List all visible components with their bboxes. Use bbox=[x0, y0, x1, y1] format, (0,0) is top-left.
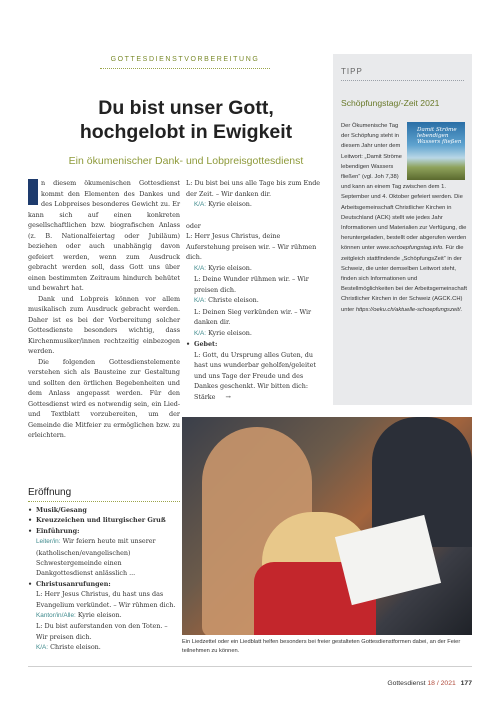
christus-response-1: Kantor/in/Alle: Kyrie eleison. bbox=[36, 611, 122, 620]
prayer-text: L: Gott, du Ursprung alles Guten, du hast uns wunderbar geholfen/geleitet und uns Tage der Freude und des Dankes geschenkt. Wir bitten dich: Stärke → bbox=[194, 350, 316, 401]
issue-number: 18 / 2021 bbox=[427, 680, 456, 687]
continue-arrow-icon: → bbox=[225, 392, 231, 401]
dropcap bbox=[28, 179, 38, 205]
link-oeku[interactable]: https://oeku.ch/aktuelle-schoepfungszeit/. bbox=[355, 306, 463, 313]
congregation-photo bbox=[182, 417, 472, 635]
magazine-name: Gottesdienst bbox=[387, 680, 426, 687]
section-kicker: GOTTESDIENSTVORBEREITUNG bbox=[110, 56, 260, 63]
intro-paragraph-2: Dank und Lobpreis können vor allem musikalisch zum Ausdruck gebracht werden. Daher ist es bei der Vorbereitung solcher Gottesdienste besonders wichtig, dass Kirchenmusiker/innen rechtzeitig einbezogen werden. bbox=[28, 294, 180, 355]
link-schoepfungstag[interactable]: www.schoepfungstag.info. bbox=[376, 245, 444, 252]
brochure-cover-text: Damit Ströme lebendigen Wassers fließen bbox=[417, 127, 462, 145]
oder-label: oder bbox=[186, 221, 201, 230]
response-4: K/A: Kyrie eleison. bbox=[194, 328, 252, 337]
page-footer bbox=[387, 680, 472, 687]
section-heading-eroeffnung: Eröffnung bbox=[28, 487, 72, 498]
einfuehrung-text: Leiter/in: Wir feiern heute mit unserer (katholischen/evangelischen) Schwestergemeinde einen Dankgottesdienst anlässlich ... bbox=[36, 537, 156, 578]
litany-line-3: L: Deine Wunder rühmen wir. – Wir preisen dich. bbox=[194, 275, 309, 294]
intro-paragraph-3: Die folgenden Gottesdienstelemente verstehen sich als Bausteine zur Gestaltung und sollten den örtlichen Begebenheiten und dem Anlass angepasst werden. Für den Gottesdienst wird es notwendig sein, ein Lied- und Textblatt vorzubereiten, um der Gemeinde die Mitfeier zu ermöglichen bzw. zu erleichtern. bbox=[28, 357, 180, 439]
footer-divider bbox=[28, 666, 472, 667]
intro-paragraph-1: n diesem ökumenischen Gottesdienst kommt den Elementen des Dankes und des Lobpreises besonderes Gewicht zu. Er kann sich auf einen konkreten gesellschaftlichen bzw. biografischen Anlass (z. B. Nationalfeiertag oder Jubiläum) beziehen oder auch unabhängig davon gefeiert werden, wenn zum Ausdruck gebracht werden soll, dass Gott uns über einen bestimmten Zeitraum hindurch behütet und bewahrt hat. bbox=[28, 179, 180, 292]
photo-caption: Ein Liedzettel oder ein Liedblatt helfen besonders bei freier gestalteten Gottesdienstformen dabei, an der Feier teilnehmen zu können. bbox=[182, 639, 461, 654]
tip-heading: TIPP bbox=[341, 67, 363, 76]
article-subhead: Ein ökumenischer Dank- und Lobpreisgottesdienst bbox=[68, 155, 304, 167]
list-item-christusanrufungen: • Christusanrufungen: bbox=[28, 579, 180, 589]
kicker-divider bbox=[100, 68, 270, 69]
tip-title: Schöpfungstag/-Zeit 2021 bbox=[341, 98, 440, 108]
page-number: 177 bbox=[460, 680, 472, 687]
list-item-musik: • Musik/Gesang bbox=[28, 505, 180, 515]
article-headline bbox=[40, 96, 332, 144]
section-divider bbox=[28, 501, 180, 502]
list-item-einfuehrung: • Einführung: bbox=[28, 526, 180, 536]
list-item-kreuzzeichen: • Kreuzzeichen und liturgischer Gruß bbox=[28, 515, 180, 525]
eroeffnung-list bbox=[28, 505, 180, 654]
christus-line-2: L: Du bist auferstanden von den Toten. – Wir preisen dich. bbox=[36, 622, 168, 641]
christus-response-2: K/A: Christe eleison. bbox=[36, 643, 101, 652]
litany-line-4: L: Deinen Sieg verkünden wir. – Wir danken dir. bbox=[194, 307, 312, 326]
tip-body: Damit Ströme lebendigen Wassers fließen Der Ökumenische Tag der Schöpfung steht in diesem Jahr unter dem Leitwort: „Damit Ströme lebendigen Wassers fließen“ (vgl. Joh 7,38) und kann an einem Tag zwischen dem 1. September und 4. Oktober gefeiert werden. Die Arbeitsgemeinschaft Christlicher Kirchen in Deutschland (ACK) stellt wie jedes Jahr Informationen und Materialien zur Verfügung, die heruntergeladen, bestellt oder abgerufen werden können unter www.schoepfungstag.info. Für die zeitgleich stattfindende „SchöpfungsZeit“ in der Schweiz, die unter demselben Leitwort steht, finden sich Informationen und Bestellmöglichkeiten bei der Arbeitsgemeinschaft Christlicher Kirchen in der Schweiz (AGCK.CH) unter https://oeku.ch/aktuelle-schoepfungszeit/. bbox=[341, 123, 467, 313]
liturgy-column bbox=[186, 178, 324, 402]
gebet-heading: • Gebet: bbox=[186, 339, 324, 350]
tip-divider bbox=[341, 80, 464, 81]
intro-column bbox=[28, 178, 180, 441]
response-1: K/A: Kyrie eleison. bbox=[194, 200, 252, 208]
christus-line-1: L: Herr Jesus Christus, du hast uns das Evangelium verkündet. – Wir rühmen dich. bbox=[36, 590, 176, 609]
response-3: K/A: Christe eleison. bbox=[194, 296, 259, 304]
brochure-cover-image bbox=[407, 122, 465, 180]
litany-line-2: L: Herr Jesus Christus, deine Auferstehung preisen wir. – Wir rühmen dich. bbox=[186, 232, 317, 261]
litany-line-1: L: Du bist bei uns alle Tage bis zum Ende der Zeit. – Wir danken dir. bbox=[186, 179, 321, 198]
headline-line-1: Du bist unser Gott, bbox=[98, 97, 274, 119]
response-2: K/A: Kyrie eleison. bbox=[194, 263, 252, 272]
headline-line-2: hochgelobt in Ewigkeit bbox=[79, 121, 293, 143]
